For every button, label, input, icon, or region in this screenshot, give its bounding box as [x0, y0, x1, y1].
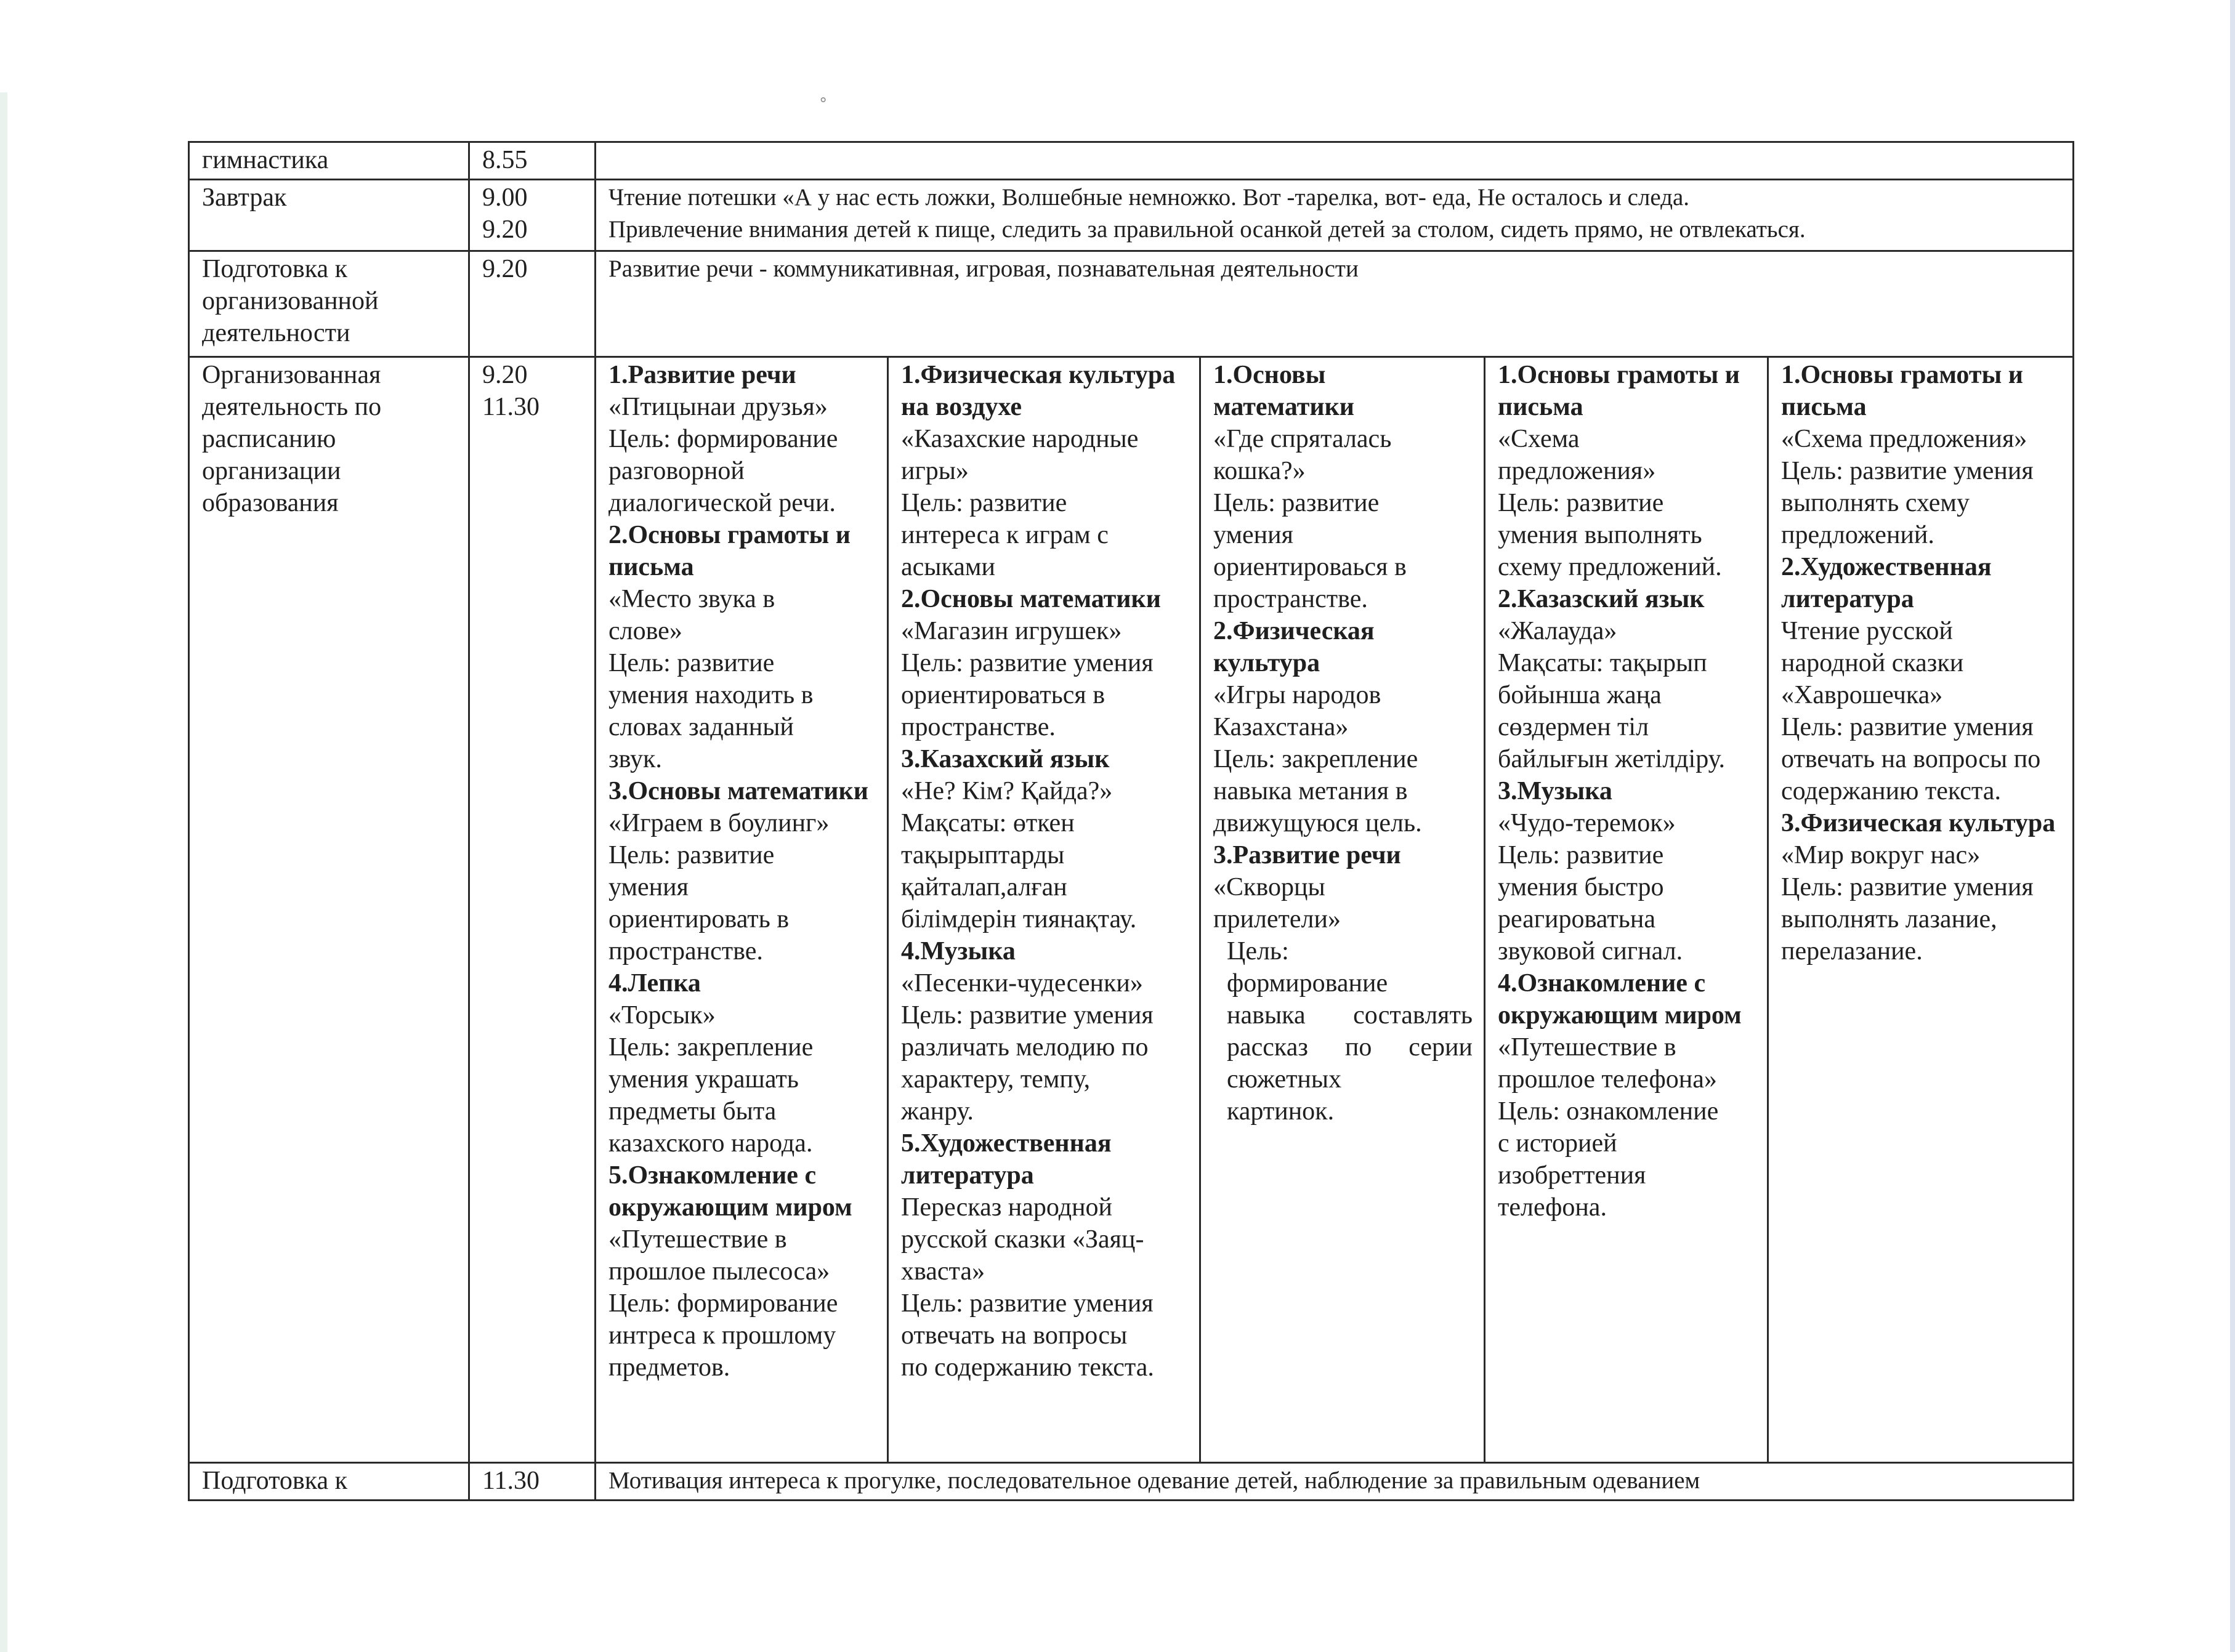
content-line: Привлечение внимания детей к пище, следить за правильной осанкой детей за столом, сидеть прямо, не отвлекаться.	[608, 216, 1806, 243]
activity-line: пространстве.	[1213, 585, 1368, 613]
activity-line: «Место звука в	[608, 585, 775, 613]
activity-line: с историей	[1498, 1129, 1617, 1158]
activity-line: по содержанию текста.	[901, 1353, 1154, 1382]
subject-title: 1.Основы математики	[1213, 361, 1354, 421]
day-cell-3	[1200, 357, 1485, 1463]
activity-line: умения украшать	[608, 1065, 799, 1094]
name-line: деятельность по	[202, 393, 382, 421]
activity-line: Цель: развитие	[1498, 841, 1664, 869]
activity-line: «Жалауда»	[1498, 617, 1617, 645]
scan-left-edge	[0, 92, 7, 1652]
time-start: 9.00	[482, 183, 528, 212]
subject-title: 3.Основы математики	[608, 777, 868, 805]
activity-line: казахского народа.	[608, 1129, 813, 1158]
activity-line: изобреттения	[1498, 1161, 1646, 1190]
row-name: Завтрак	[189, 180, 469, 251]
activity-line: «Скворцы	[1213, 873, 1325, 901]
time-end: 9.20	[482, 216, 528, 244]
row-gymnastics	[189, 142, 2074, 180]
activity-line: «Казахские народные	[901, 425, 1139, 453]
time-start: 9.20	[482, 361, 528, 389]
content-line: Чтение потешки «А у нас есть ложки, Волшебные немножко. Вот -тарелка, вот- еда, Не осталось и следа.	[608, 184, 1690, 211]
subject-title: 3.Физическая культура	[1781, 809, 2056, 837]
day-cell-5	[1768, 357, 2074, 1463]
activity-line: «Путешествие в	[608, 1225, 787, 1254]
activity-line: Цель: развитие	[1498, 489, 1664, 517]
activity-line: прилетели»	[1213, 905, 1341, 933]
subject-title: 1.Основы грамоты и письма	[1498, 361, 1740, 421]
activity-line: прошлое телефона»	[1498, 1065, 1717, 1094]
activity-line: «Песенки-чудесенки»	[901, 969, 1143, 997]
daily-schedule-table	[188, 141, 2074, 1501]
subject-title: 1.Основы грамоты и письма	[1781, 361, 2023, 421]
activity-line: «Схема предложения»	[1781, 425, 2027, 453]
row-name: гимнастика	[189, 142, 469, 180]
row-breakfast	[189, 180, 2074, 251]
row-content: Развитие речи - коммуникативная, игровая, познавательная деятельности	[596, 251, 2074, 357]
activity-line: схему предложений.	[1498, 553, 1722, 581]
activity-line: выполнять схему	[1781, 489, 1970, 517]
activity-line: пространстве.	[608, 937, 763, 965]
activity-line: ориентироваься в	[1213, 553, 1407, 581]
activity-line: формирование	[1227, 969, 1388, 997]
activity-line: Мақсаты: өткен	[901, 809, 1075, 837]
activity-line: «Хаврошечка»	[1781, 681, 1943, 709]
subject-title: 1.Физическая культура на воздухе	[901, 361, 1176, 421]
activity-line: «Где спряталась	[1213, 425, 1392, 453]
activity-line: отвечать на вопросы	[901, 1321, 1128, 1350]
activity-line: умения быстро	[1498, 873, 1664, 901]
activity-line: Цель: развитие	[608, 649, 775, 677]
activity-line: Цель: развитие	[901, 489, 1067, 517]
activity-line: «Не? Кім? Қайда?»	[901, 777, 1113, 805]
subject-title: 2.Физическая культура	[1213, 617, 1375, 677]
activity-line: реагироватьна	[1498, 905, 1655, 933]
subject-title: 4.Лепка	[608, 969, 701, 997]
activity-line: прошлое пылесоса»	[608, 1257, 830, 1286]
activity-line: тақырыптарды	[901, 841, 1065, 869]
activity-line: «Играем в боулинг»	[608, 809, 830, 837]
activity-line: характеру, темпу,	[901, 1065, 1091, 1094]
name-line: деятельности	[202, 319, 350, 347]
name-line: организованной	[202, 287, 379, 315]
subject-title: 4.Ознакомление с окружающим миром	[1498, 969, 1742, 1029]
row-content	[596, 142, 2074, 180]
scan-speck: ˚	[819, 93, 828, 121]
activity-line: Цель: развитие умения	[1781, 457, 2034, 485]
activity-line: отвечать на вопросы по	[1781, 745, 2041, 773]
activity-line: диалогической речи.	[608, 489, 836, 517]
activity-line: игры»	[901, 457, 969, 485]
activity-line: рассказ по серии	[1227, 1033, 1473, 1062]
activity-line: бойынша жаңа	[1498, 681, 1662, 709]
activity-line: байлығын жетілдіру.	[1498, 745, 1725, 773]
row-content: Мотивация интереса к прогулке, последовательное одевание детей, наблюдение за правильным одеванием	[596, 1463, 2074, 1501]
activity-line: интреса к прошлому	[608, 1321, 836, 1350]
activity-line: навыка составлять	[1227, 1001, 1473, 1029]
activity-line: Цель: ознакомление	[1498, 1097, 1719, 1126]
activity-line: кошка?»	[1213, 457, 1306, 485]
activity-line: жанру.	[901, 1097, 974, 1126]
activity-line: Цель: закрепление	[1213, 745, 1418, 773]
name-line: расписанию	[202, 425, 336, 453]
activity-line: Цель: развитие умения	[901, 649, 1154, 677]
activity-line: сөздермен тіл	[1498, 713, 1649, 741]
subject-title: 1.Развитие речи	[608, 361, 796, 389]
activity-line: «Магазин игрушек»	[901, 617, 1122, 645]
activity-line: «Чудо-теремок»	[1498, 809, 1676, 837]
name-line: организации	[202, 457, 341, 485]
activity-line: умения находить в	[608, 681, 814, 709]
activity-line: предметов.	[608, 1353, 730, 1382]
row-name	[189, 251, 469, 357]
activity-line: «Путешествие в	[1498, 1033, 1676, 1062]
name-line: Подготовка к	[202, 255, 348, 283]
day-cell-4	[1485, 357, 1768, 1463]
activity-line: асыками	[901, 553, 995, 581]
activity-line: телефона.	[1498, 1193, 1607, 1222]
row-name	[189, 357, 469, 1463]
activity-line: ориентироваться в	[901, 681, 1105, 709]
activity-line: картинок.	[1227, 1097, 1335, 1126]
activity-line: разговорной	[608, 457, 745, 485]
activity-line: русской сказки «Заяц-	[901, 1225, 1144, 1254]
name-line: образования	[202, 489, 339, 517]
activity-line: қайталап,алған	[901, 873, 1067, 901]
row-time	[469, 357, 596, 1463]
activity-line: перелазание.	[1781, 937, 1923, 965]
activity-line: звуковой сигнал.	[1498, 937, 1683, 965]
activity-line: Цель:	[1227, 937, 1289, 965]
activity-line: Цель: формирование	[608, 425, 838, 453]
row-preparation	[189, 251, 2074, 357]
activity-line: различать мелодию по	[901, 1033, 1149, 1062]
activity-line: содержанию текста.	[1781, 777, 2001, 805]
subject-title: 4.Музыка	[901, 937, 1016, 965]
activity-line: Цель: развитие	[1213, 489, 1380, 517]
day-cell-2	[888, 357, 1200, 1463]
subject-title: 3.Развитие речи	[1213, 841, 1401, 869]
activity-line: звук.	[608, 745, 662, 773]
activity-line: предложения»	[1498, 457, 1656, 485]
activity-line: Цель: развитие умения	[1781, 713, 2034, 741]
activity-line: Казахстана»	[1213, 713, 1349, 741]
activity-line: умения	[1213, 521, 1293, 549]
row-time: 8.55	[469, 142, 596, 180]
activity-line: Чтение русской	[1781, 617, 1953, 645]
activity-line: сюжетных	[1227, 1065, 1342, 1094]
activity-line: Мақсаты: тақырып	[1498, 649, 1707, 677]
activity-line: умения	[608, 873, 689, 901]
activity-line: «Мир вокруг нас»	[1781, 841, 1981, 869]
subject-title: 3.Музыка	[1498, 777, 1612, 805]
activity-line: ориентировать в	[608, 905, 790, 933]
activity-line: «Птицынаи друзья»	[608, 393, 828, 421]
activity-line: пространстве.	[901, 713, 1056, 741]
activity-line: интереса к играм с	[901, 521, 1109, 549]
subject-title: 2.Основы грамоты и письма	[608, 521, 851, 581]
activity-line: выполнять лазание,	[1781, 905, 1997, 933]
subject-title: 2.Казазский язык	[1498, 585, 1705, 613]
subject-title: 5.Художественная литература	[901, 1129, 1112, 1190]
activity-line: Цель: развитие	[608, 841, 775, 869]
activity-line: «Торсык»	[608, 1001, 716, 1029]
activity-line: хваста»	[901, 1257, 985, 1286]
activity-line: Цель: развитие умения	[901, 1289, 1154, 1318]
scan-right-edge	[2230, 0, 2235, 1652]
activity-line: «Схема	[1498, 425, 1580, 453]
activity-line: народной сказки	[1781, 649, 1964, 677]
activity-line: Цель: закрепление	[608, 1033, 814, 1062]
time-end: 11.30	[482, 393, 540, 421]
name-line: Организованная	[202, 361, 381, 389]
row-time: 11.30	[469, 1463, 596, 1501]
activity-line: предложений.	[1781, 521, 1934, 549]
subject-title: 3.Казахский язык	[901, 745, 1110, 773]
row-walk-preparation	[189, 1463, 2074, 1501]
activity-line: слове»	[608, 617, 682, 645]
day-cell-1	[596, 357, 888, 1463]
subject-title: 2.Основы математики	[901, 585, 1161, 613]
row-organized-activity	[189, 357, 2074, 1463]
activity-line: словах заданный	[608, 713, 794, 741]
activity-line: білімдерін тиянақтау.	[901, 905, 1137, 933]
subject-title: 2.Художественная литература	[1781, 553, 1992, 613]
activity-line: Цель: развитие умения	[1781, 873, 2034, 901]
activity-line: предметы быта	[608, 1097, 777, 1126]
subject-title: 5.Ознакомление с окружающим миром	[608, 1161, 852, 1222]
activity-line: умения выполнять	[1498, 521, 1702, 549]
row-content	[596, 180, 2074, 251]
activity-line: Цель: развитие умения	[901, 1001, 1154, 1029]
activity-line: Пересказ народной	[901, 1193, 1113, 1222]
row-time	[469, 180, 596, 251]
activity-line: движущуюся цель.	[1213, 809, 1422, 837]
activity-line: навыка метания в	[1213, 777, 1408, 805]
activity-line: «Игры народов	[1213, 681, 1381, 709]
row-name: Подготовка к	[189, 1463, 469, 1501]
row-time: 9.20	[469, 251, 596, 357]
activity-line: Цель: формирование	[608, 1289, 838, 1318]
